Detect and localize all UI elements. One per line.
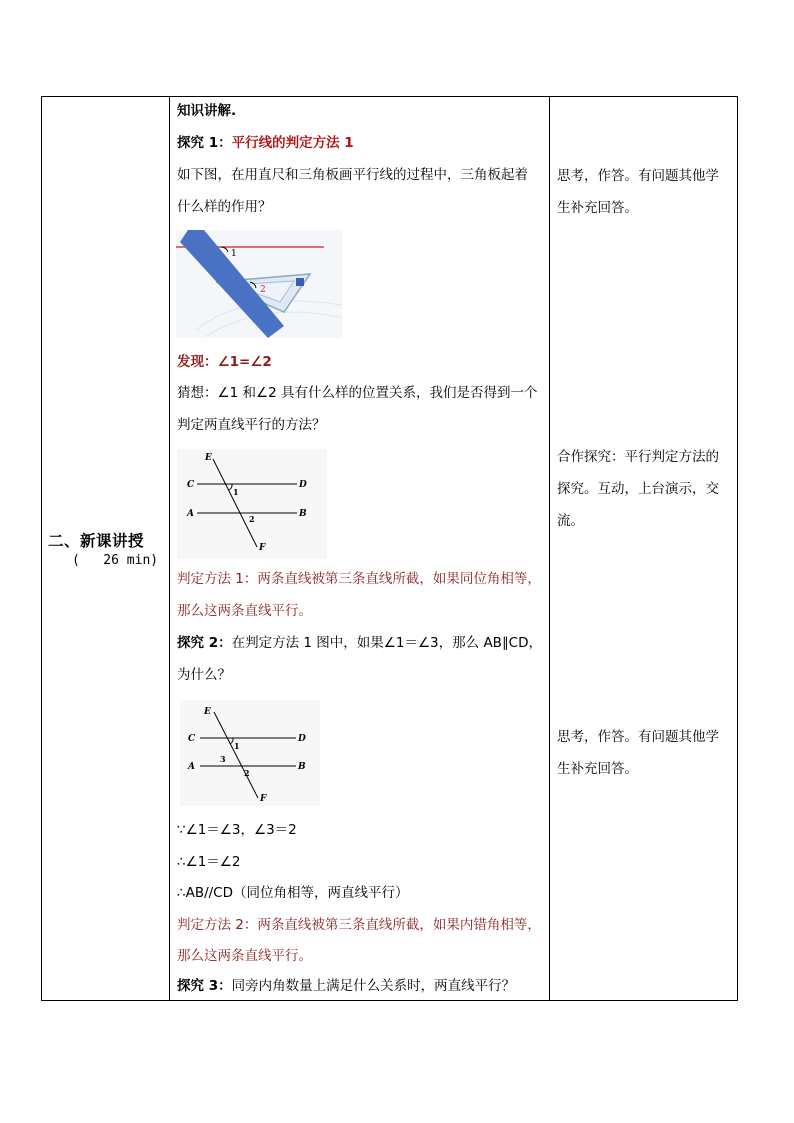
note3-line1: 思考，作答。有问题其他学: [557, 729, 719, 745]
note2-line1: 合作探究：平行判定方法的: [557, 449, 719, 465]
fig1-label-D: D: [299, 480, 307, 490]
fig2-label-B: B: [298, 762, 306, 772]
proof-line1: ∵∠1＝∠3，∠3＝2: [177, 822, 297, 838]
fig2-angle2: 2: [244, 768, 250, 778]
explore1-question-line2: 什么样的作用？: [177, 199, 272, 215]
explore1-question-line1: 如下图，在用直尺和三角板画平行线的过程中，三角板起着: [177, 167, 528, 183]
method2-line2: 那么这两条直线平行。: [177, 948, 312, 964]
explore3-line: [177, 976, 515, 996]
fig1-label-F: F: [259, 543, 266, 553]
explore1-heading: [177, 133, 354, 153]
notes-cell: [550, 97, 738, 1001]
proof-line2: ∴∠1＝∠2: [177, 854, 241, 870]
note1-line1: 思考，作答。有问题其他学: [557, 168, 719, 184]
explore2-line1: [177, 633, 542, 653]
explore3-label: 探究 3：: [177, 978, 232, 994]
explore2-label: 探究 2：: [177, 635, 232, 651]
fig2-label-D: D: [298, 734, 306, 744]
fig2-label-E: E: [204, 707, 211, 717]
fig1-label-C: C: [187, 480, 195, 490]
fig2-label-C: C: [188, 734, 196, 744]
fig1-label-A: A: [187, 509, 194, 519]
fig2-angle3: 3: [220, 754, 226, 764]
proof-line3: ∴AB//CD（同位角相等，两直线平行）: [177, 885, 409, 901]
explore2-line2: 为什么？: [177, 667, 231, 683]
finding-text: 发现：∠1=∠2: [177, 354, 272, 370]
explore3-text: 同旁内角数量上满足什么关系时，两直线平行？: [231, 978, 516, 994]
note1-line2: 生补充回答。: [557, 200, 638, 216]
explore1-label: 探究 1：: [177, 135, 232, 151]
fig2-label-A: A: [188, 762, 195, 772]
fig1-angle2: 2: [249, 514, 255, 524]
section-title: 二、新课讲授: [48, 532, 145, 550]
fig1-label-B: B: [299, 509, 307, 519]
note2-line3: 流。: [557, 513, 584, 529]
lesson-table: [41, 96, 738, 1001]
table-row: [42, 97, 738, 1001]
section-time: ( 26 min): [72, 553, 159, 568]
method1-line2: 那么这两条直线平行。: [177, 603, 312, 619]
fig2-angle1: 1: [234, 741, 240, 751]
ruler-triangle-figure: [176, 230, 342, 338]
parallel-lines-figure-2: [180, 700, 320, 806]
ruler-angle1-label: 1: [231, 249, 237, 259]
guess-line2: 判定两直线平行的方法？: [177, 417, 326, 433]
content-cell: [170, 97, 550, 1001]
explore2-text: 在判定方法 1 图中，如果∠1＝∠3，那么 AB∥CD，: [231, 635, 543, 651]
section-cell: [42, 97, 170, 1001]
fig2-label-F: F: [260, 794, 267, 804]
explore1-title: 平行线的判定方法 1: [231, 135, 354, 151]
knowledge-heading: 知识讲解.: [177, 103, 237, 119]
method1-line1: 判定方法 1：两条直线被第三条直线所截，如果同位角相等，: [177, 571, 541, 587]
fig1-angle1: 1: [233, 487, 239, 497]
parallel-lines-figure-1: [177, 449, 327, 559]
fig1-label-E: E: [205, 453, 212, 463]
guess-line1: 猜想：∠1 和∠2 具有什么样的位置关系，我们是否得到一个: [177, 385, 538, 401]
method2-line1: 判定方法 2：两条直线被第三条直线所截，如果内错角相等，: [177, 917, 541, 933]
note2-line2: 探究。互动，上台演示，交: [557, 481, 719, 497]
ruler-angle2-label: 2: [260, 285, 266, 295]
note3-line2: 生补充回答。: [557, 761, 638, 777]
